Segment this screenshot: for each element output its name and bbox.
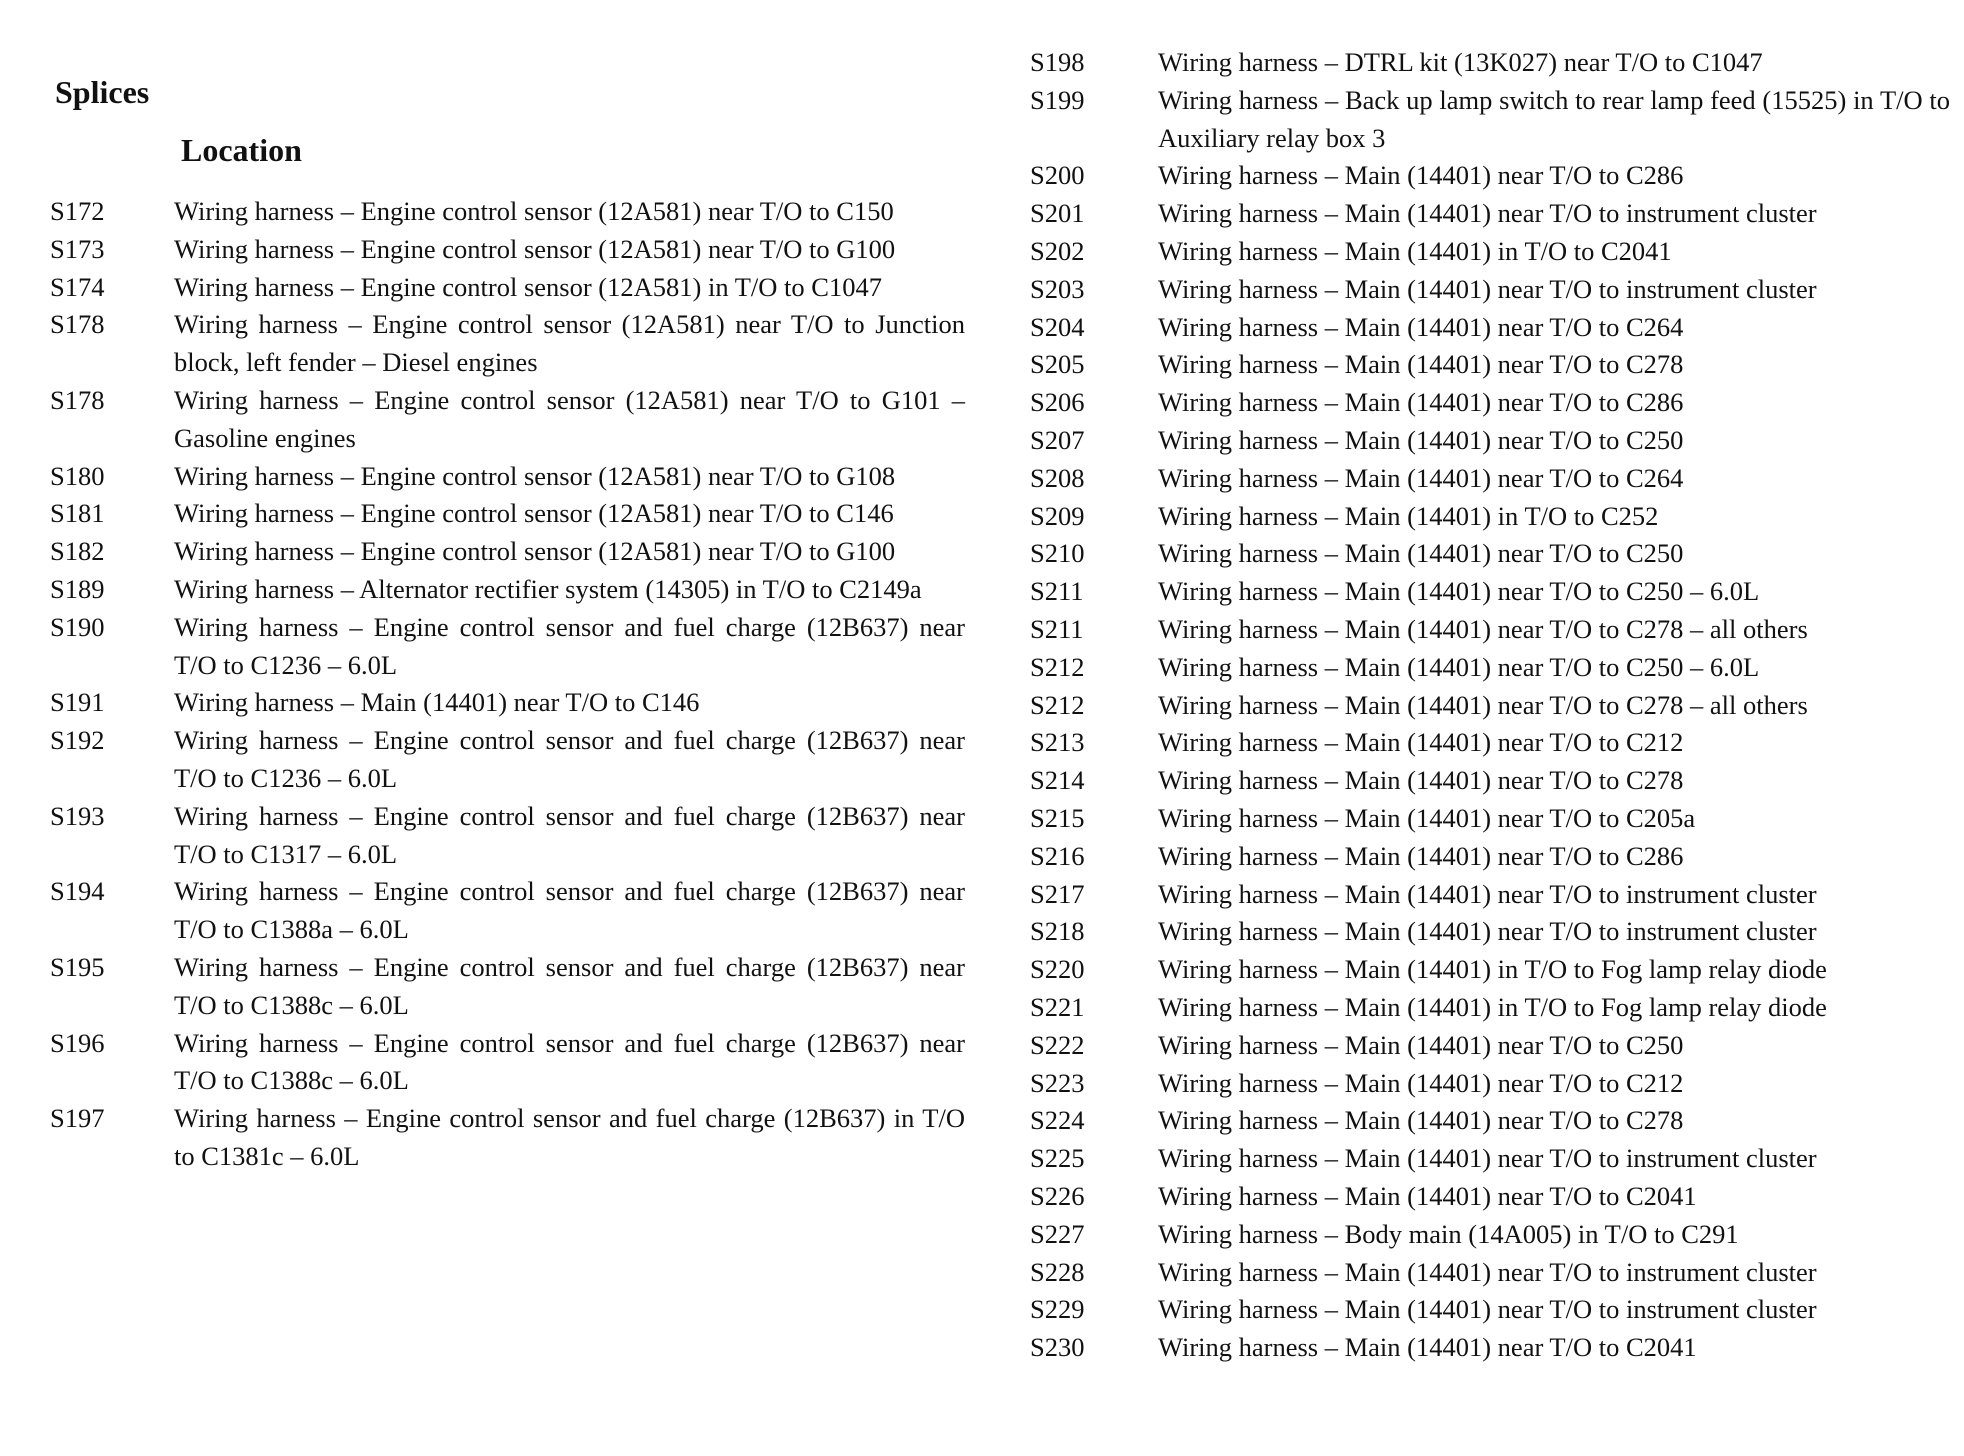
splice-code: S181 <box>50 498 105 529</box>
splice-entry <box>1030 82 1950 158</box>
splice-code: S200 <box>1030 160 1085 191</box>
splice-location: Wiring harness – Main (14401) near T/O to C212 <box>1158 1067 1684 1098</box>
splice-location: Wiring harness – Main (14401) near T/O to C286 <box>1158 160 1684 191</box>
splice-entry <box>1030 498 1950 536</box>
splice-entry <box>50 382 965 458</box>
splice-location: Wiring harness – Main (14401) near T/O to instrument cluster <box>1158 198 1817 229</box>
splice-location: Wiring harness – Engine control sensor (12A581) near T/O to C146 <box>174 498 894 529</box>
splice-code: S203 <box>1030 273 1085 304</box>
splice-location: Wiring harness – Main (14401) near T/O to C250 <box>1158 1029 1684 1060</box>
splice-code: S178 <box>50 384 105 415</box>
splice-entry <box>50 231 965 269</box>
splice-entry <box>50 722 965 798</box>
splice-entry <box>50 458 965 496</box>
splice-location: Wiring harness – Body main (14A005) in T/O to C291 <box>1158 1218 1739 1249</box>
splice-location: Wiring harness – Main (14401) near T/O to instrument cluster <box>1158 1294 1817 1325</box>
splice-location: Wiring harness – Engine control sensor (12A581) near T/O to G108 <box>174 460 896 491</box>
splice-code: S191 <box>50 687 105 718</box>
splice-location: Wiring harness – Main (14401) near T/O to C2041 <box>1158 1332 1697 1363</box>
splice-entry <box>1030 1291 1950 1329</box>
splice-location: Wiring harness – Main (14401) near T/O to C250 – 6.0L <box>1158 651 1760 682</box>
splice-code: S196 <box>50 1027 105 1058</box>
splice-code: S208 <box>1030 462 1085 493</box>
splice-code: S182 <box>50 536 105 567</box>
splice-location: Wiring harness – Main (14401) near T/O to C250 <box>1158 424 1684 455</box>
splice-code: S197 <box>50 1103 105 1134</box>
splice-location: Wiring harness – Main (14401) near T/O to C264 <box>1158 462 1684 493</box>
splice-location: Wiring harness – Alternator rectifier system (14305) in T/O to C2149a <box>174 573 922 604</box>
splice-entry <box>1030 271 1950 309</box>
splice-code: S211 <box>1030 576 1084 607</box>
splice-entry <box>1030 876 1950 914</box>
splice-location: Wiring harness – Engine control sensor (12A581) near T/O to G101 – Gasoline engines <box>174 384 965 453</box>
splice-location: Wiring harness – Engine control sensor and fuel charge (12B637) in T/O to C1381c – 6.0L <box>174 1103 965 1171</box>
splice-location: Wiring harness – Engine control sensor (12A581) near T/O to G100 <box>174 536 896 567</box>
splice-entry <box>1030 951 1950 989</box>
splice-entry <box>50 949 965 1025</box>
splice-entry <box>50 1025 965 1101</box>
splice-location: Wiring harness – Engine control sensor and fuel charge (12B637) near T/O to C1236 – 6.0L <box>174 725 965 793</box>
splice-code: S227 <box>1030 1218 1085 1249</box>
splice-location: Wiring harness – DTRL kit (13K027) near T/O to C1047 <box>1158 47 1763 77</box>
splice-code: S180 <box>50 460 105 491</box>
splice-code: S206 <box>1030 387 1085 418</box>
splice-entry <box>1030 913 1950 951</box>
splice-location: Wiring harness – Main (14401) near T/O to C212 <box>1158 727 1684 758</box>
splice-location: Wiring harness – Main (14401) near T/O to instrument cluster <box>1158 916 1817 947</box>
splice-entry <box>1030 422 1950 460</box>
splice-location: Wiring harness – Main (14401) near T/O to C278 – all others <box>1158 613 1808 644</box>
splice-location: Wiring harness – Main (14401) in T/O to C252 <box>1158 500 1659 531</box>
splice-entry <box>1030 1254 1950 1292</box>
splice-location: Wiring harness – Main (14401) near T/O to instrument cluster <box>1158 1143 1817 1174</box>
splice-code: S229 <box>1030 1294 1085 1325</box>
splice-entry <box>1030 762 1950 800</box>
splice-entry <box>1030 1102 1950 1140</box>
splice-code: S224 <box>1030 1105 1085 1136</box>
splice-entry <box>1030 384 1950 422</box>
splice-entry <box>1030 535 1950 573</box>
splice-code: S212 <box>1030 689 1085 720</box>
splice-entry <box>1030 687 1950 725</box>
splice-entry <box>1030 1216 1950 1254</box>
splice-location: Wiring harness – Main (14401) near T/O to C264 <box>1158 311 1684 342</box>
splice-entry <box>1030 309 1950 347</box>
splice-list-right <box>1030 44 1950 1367</box>
section-title: Splices <box>55 74 150 110</box>
splice-code: S198 <box>1030 47 1085 77</box>
splice-location: Wiring harness – Engine control sensor and fuel charge (12B637) near T/O to C1317 – 6.0L <box>174 800 965 869</box>
splice-code: S173 <box>50 233 105 264</box>
splice-code: S207 <box>1030 424 1085 455</box>
splice-location: Wiring harness – Main (14401) near T/O to C278 – all others <box>1158 689 1808 720</box>
splice-location: Wiring harness – Main (14401) near T/O to C286 <box>1158 387 1684 418</box>
splice-location: Wiring harness – Engine control sensor and fuel charge (12B637) near T/O to C1236 – 6.0L <box>174 611 965 680</box>
splice-code: S218 <box>1030 916 1085 947</box>
splice-location: Wiring harness – Engine control sensor (12A581) near T/O to C150 <box>174 196 894 226</box>
splice-code: S213 <box>1030 727 1085 758</box>
splice-entry <box>1030 233 1950 271</box>
splice-entry <box>1030 157 1950 195</box>
splice-location: Wiring harness – Engine control sensor (12A581) in T/O to C1047 <box>174 271 882 302</box>
splice-entry <box>1030 573 1950 611</box>
splice-code: S202 <box>1030 235 1085 266</box>
splice-entry <box>1030 838 1950 876</box>
splice-entry <box>50 495 965 533</box>
splice-location: Wiring harness – Engine control sensor and fuel charge (12B637) near T/O to C1388a – 6.0L <box>174 876 965 945</box>
splice-entry <box>1030 649 1950 687</box>
splice-location: Wiring harness – Main (14401) near T/O to C2041 <box>1158 1180 1697 1211</box>
splice-entry <box>1030 1027 1950 1065</box>
splice-location: Wiring harness – Main (14401) in T/O to C2041 <box>1158 235 1672 266</box>
splice-location: Wiring harness – Main (14401) near T/O to C278 <box>1158 1105 1684 1136</box>
splice-code: S223 <box>1030 1067 1085 1098</box>
splice-entry <box>1030 195 1950 233</box>
splice-entry <box>1030 460 1950 498</box>
splice-location: Wiring harness – Main (14401) near T/O to instrument cluster <box>1158 1256 1817 1287</box>
splice-code: S228 <box>1030 1256 1085 1287</box>
splice-entry <box>50 873 965 949</box>
splice-location: Wiring harness – Main (14401) near T/O to C250 <box>1158 538 1684 569</box>
splice-location: Wiring harness – Main (14401) near T/O to C286 <box>1158 840 1684 871</box>
splice-entry <box>50 684 965 722</box>
splice-entry <box>50 533 965 571</box>
splice-code: S230 <box>1030 1332 1085 1363</box>
splice-code: S205 <box>1030 349 1085 380</box>
splice-code: S225 <box>1030 1143 1085 1174</box>
splice-location: Wiring harness – Engine control sensor and fuel charge (12B637) near T/O to C1388c – 6.0L <box>174 951 965 1020</box>
splice-location: Wiring harness – Main (14401) near T/O to instrument cluster <box>1158 878 1817 909</box>
splice-location: Wiring harness – Main (14401) in T/O to Fog lamp relay diode <box>1158 954 1827 985</box>
splice-location: Wiring harness – Main (14401) near T/O to C205a <box>1158 802 1696 833</box>
splice-code: S172 <box>50 196 105 226</box>
splice-location: Wiring harness – Engine control sensor (12A581) near T/O to Junction block, left fender – Diesel engines <box>174 309 965 378</box>
splice-code: S210 <box>1030 538 1085 569</box>
splice-entry <box>1030 989 1950 1027</box>
splice-entry <box>1030 346 1950 384</box>
splice-code: S209 <box>1030 500 1085 531</box>
splice-code: S211 <box>1030 613 1084 644</box>
splice-entry <box>1030 1065 1950 1103</box>
splice-code: S221 <box>1030 991 1085 1022</box>
splice-entry <box>50 1100 965 1176</box>
splice-code: S178 <box>50 309 105 340</box>
splice-location: Wiring harness – Engine control sensor and fuel charge (12B637) near T/O to C1388c – 6.0L <box>174 1027 965 1096</box>
splice-entry <box>1030 800 1950 838</box>
splice-code: S194 <box>50 876 105 907</box>
splice-entry <box>1030 1329 1950 1367</box>
splice-location: Wiring harness – Engine control sensor (12A581) near T/O to G100 <box>174 233 896 264</box>
splice-code: S222 <box>1030 1029 1085 1060</box>
splice-code: S212 <box>1030 651 1085 682</box>
splice-code: S226 <box>1030 1180 1085 1211</box>
splice-entry <box>1030 724 1950 762</box>
splice-code: S217 <box>1030 878 1085 909</box>
splice-code: S189 <box>50 573 105 604</box>
splice-code: S201 <box>1030 198 1085 229</box>
splice-location: Wiring harness – Main (14401) near T/O to C250 – 6.0L <box>1158 576 1760 607</box>
splice-code: S193 <box>50 800 105 831</box>
splice-location: Wiring harness – Main (14401) near T/O to C278 <box>1158 765 1684 796</box>
splice-entry <box>1030 1140 1950 1178</box>
splice-code: S192 <box>50 725 105 756</box>
splice-entry <box>1030 44 1950 82</box>
splice-code: S216 <box>1030 840 1085 871</box>
splice-code: S199 <box>1030 84 1085 115</box>
splice-code: S190 <box>50 611 105 642</box>
splice-entry <box>50 571 965 609</box>
splice-code: S195 <box>50 951 105 982</box>
splice-entry <box>50 609 965 685</box>
splice-location: Wiring harness – Main (14401) near T/O to C146 <box>174 687 700 718</box>
splice-entry <box>50 306 965 382</box>
splice-code: S215 <box>1030 802 1085 833</box>
splice-entry <box>1030 1178 1950 1216</box>
splice-code: S204 <box>1030 311 1085 342</box>
splice-entry <box>50 193 965 231</box>
column-heading-location: Location <box>181 132 302 168</box>
splice-location: Wiring harness – Main (14401) in T/O to Fog lamp relay diode <box>1158 991 1827 1022</box>
splice-list-left <box>50 193 965 1176</box>
splice-entry <box>1030 611 1950 649</box>
splice-location: Wiring harness – Main (14401) near T/O to instrument cluster <box>1158 273 1817 304</box>
splice-location: Wiring harness – Main (14401) near T/O to C278 <box>1158 349 1684 380</box>
splice-location: Wiring harness – Back up lamp switch to rear lamp feed (15525) in T/O to Auxiliary relay box 3 <box>1158 84 1950 153</box>
splice-code: S174 <box>50 271 105 302</box>
splice-code: S220 <box>1030 954 1085 985</box>
splice-code: S214 <box>1030 765 1085 796</box>
splice-entry <box>50 798 965 874</box>
splice-entry <box>50 269 965 307</box>
